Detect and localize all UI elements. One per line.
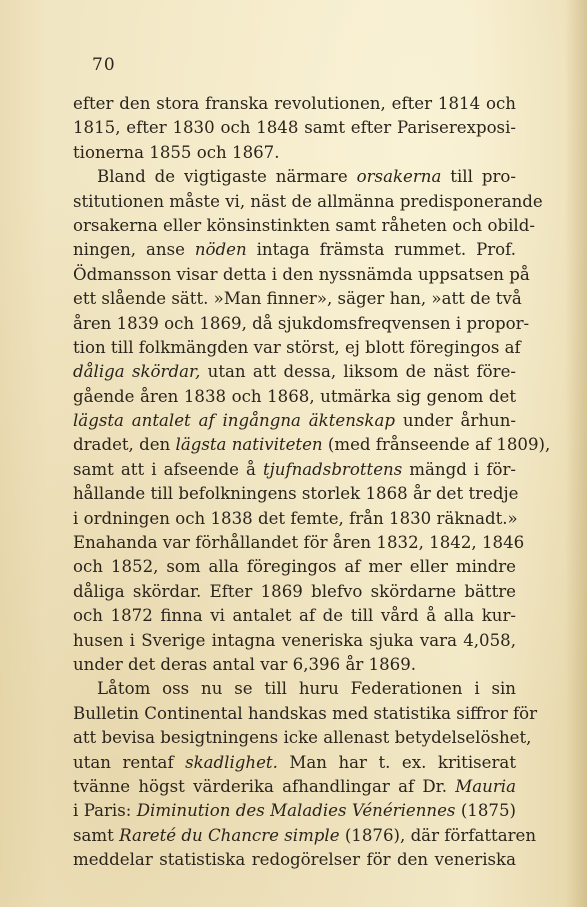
text-line [73,190,543,214]
text-line [73,555,516,579]
page-edge-shadow [565,0,587,907]
text-segment: samt att i afseende å [73,459,263,479]
text-segment: husen i Sverige intagna veneriska sjuka vara 4,058, [73,630,516,650]
text-line [73,458,516,482]
text-line [73,726,532,750]
italic-text: nöden [194,240,247,260]
page-number: 70 [92,55,116,75]
text-segment: samt [73,825,120,845]
text-line [73,482,519,506]
text-line [73,116,516,140]
text-segment: i Paris: [73,801,137,821]
text-segment: dradet, den [73,435,176,455]
text-line [73,775,516,799]
italic-text: lägsta nativiteten [175,435,323,455]
text-segment: Bland de vigtigaste närmare [97,167,357,187]
text-line [73,604,516,628]
text-segment: under århun- [395,411,516,431]
text-segment: intaga främsta rummet. Prof. [246,240,516,260]
text-segment: mängd i för- [402,459,516,479]
text-segment: (med frånseende af 1809), [322,435,551,455]
text-segment: gående åren 1838 och 1868, utmärka sig genom det [73,386,516,406]
text-segment: (1875) [455,801,516,821]
italic-text: orsakerna [356,167,442,187]
text-segment: ningen, anse [73,240,195,260]
text-segment: utan rentaf [73,752,186,772]
text-line [73,287,522,311]
text-segment: Låtom oss nu se till huru Federationen i sin [97,679,516,699]
text-segment: utan att dessa, liksom de näst före- [200,362,516,382]
text-line [73,409,516,433]
italic-text: Diminution des Maladies Vénériennes [136,801,456,821]
text-segment: dåliga skördar. Efter 1869 blefvo skördarne bättre [73,581,516,601]
text-line [73,141,516,165]
text-segment: Ödmansson visar detta i den nyssnämda uppsatsen på [73,264,530,284]
text-segment: i ordningen och 1838 det femte, från 1830 räknadt.» [73,508,518,528]
text-line [73,677,516,701]
text-line [73,629,516,653]
text-segment: hållande till befolkningens storlek 1868 år det tredje [73,484,519,504]
text-segment: tionerna 1855 och 1867. [73,142,280,162]
text-segment: att bevisa besigtningens icke allenast betydelselöshet, [73,728,532,748]
text-line [73,360,516,384]
text-segment: till pro- [441,167,516,187]
text-segment: 1815, efter 1830 och 1848 samt efter Pariserexposi- [73,118,516,138]
text-segment: (1876), där författaren [339,825,537,845]
text-segment: och 1872 finna vi antalet af de till vård å alla kur- [73,606,516,626]
text-line [73,336,521,360]
text-segment: stitutionen måste vi, näst de allmänna predisponerande [73,191,543,211]
text-segment: Man har t. ex. kritiserat [277,752,516,772]
text-segment: tvänne högst värderika afhandlingar af Dr. [73,776,456,796]
text-line [73,824,537,848]
text-segment: under det deras antal var 6,396 år 1869. [73,654,417,674]
text-segment: efter den stora franska revolutionen, efter 1814 och [73,94,516,113]
text-segment: åren 1839 och 1869, då sjukdomsfreqvensen i propor- [73,313,530,333]
text-segment: meddelar statistiska redogörelser för den veneriska [73,850,516,870]
text-line [73,531,525,555]
text-segment: Enahanda var förhållandet för åren 1832, 1842, 1846 [73,533,525,553]
text-segment: och 1852, som alla föregingos af mer eller mindre [73,557,516,577]
italic-text: dåliga skördar, [73,362,201,382]
text-line [73,92,516,116]
text-segment: ett slående sätt. »Man finner», säger han, »att de två [73,289,522,309]
italic-text: tjufnadsbrottens [262,459,403,479]
italic-text: skadlighet. [185,752,278,772]
text-line [73,214,535,238]
text-line [73,263,530,287]
text-line [73,238,516,262]
text-line [73,653,516,677]
text-line [73,312,530,336]
text-segment: Bulletin Continental handskas med statistika siffror för [73,703,538,723]
text-segment: tion till folkmängden var störst, ej blott föregingos af [73,337,521,357]
text-line [73,848,516,872]
body-text [73,92,551,873]
italic-text: Mauria [455,776,516,796]
text-line [73,580,516,604]
italic-text: Rareté du Chancre simple [119,825,340,845]
text-line [73,702,538,726]
text-line [73,385,516,409]
text-line [73,799,516,823]
text-line [73,751,516,775]
text-line [73,433,551,457]
text-segment: orsakerna eller könsinstinkten samt råheten och obild- [73,215,535,235]
italic-text: lägsta antalet af ingångna äktenskap [73,411,395,431]
text-line [73,165,516,189]
text-line [73,507,516,531]
